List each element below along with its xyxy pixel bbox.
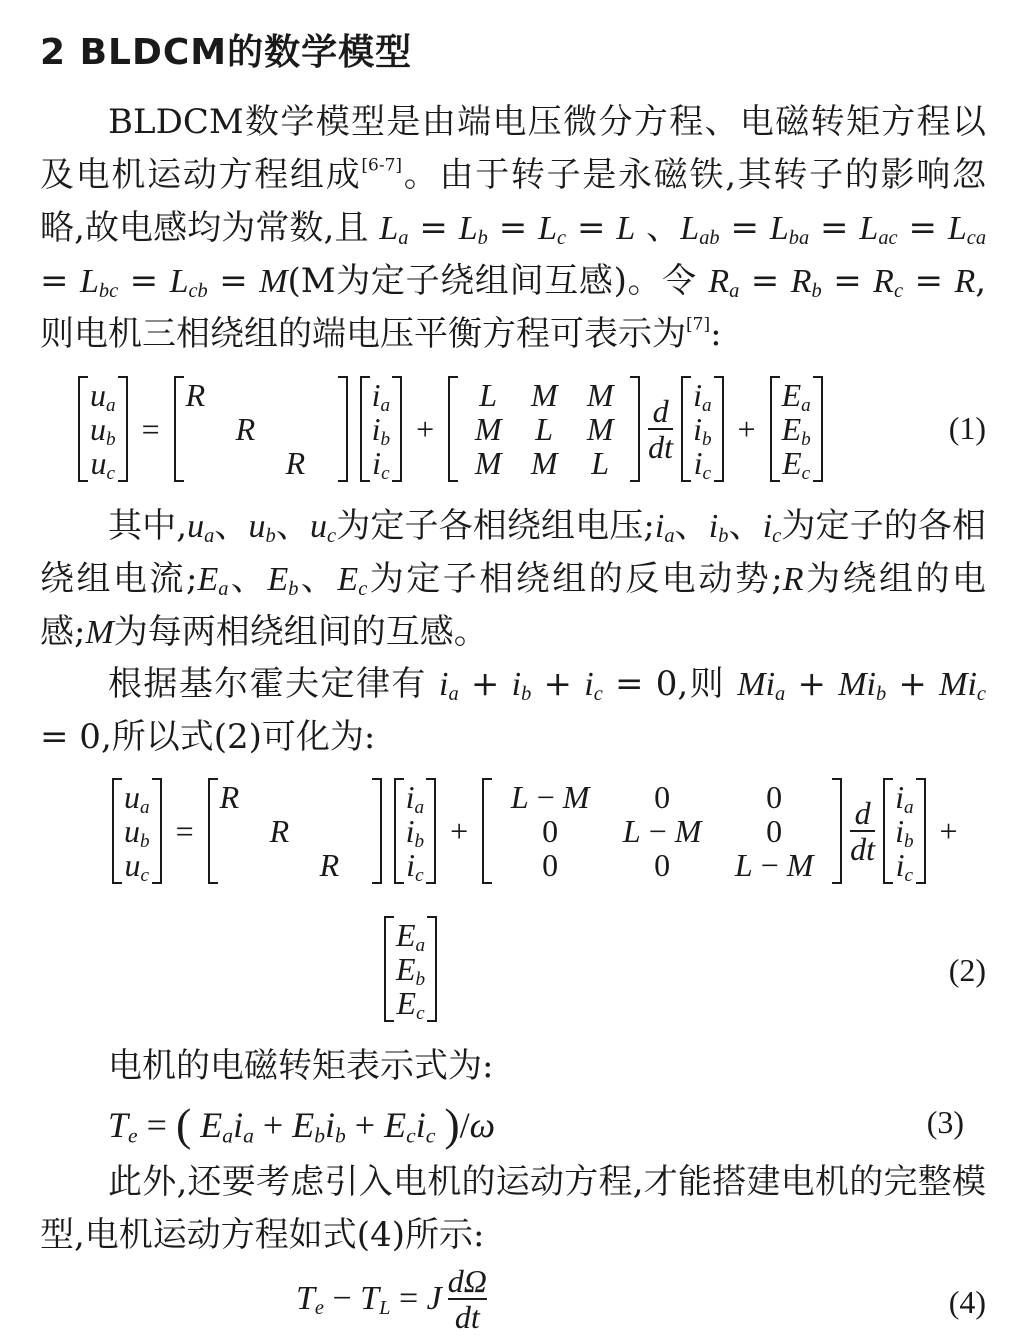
matrix-e: $E_a$ $E_b$ $E_c$ xyxy=(384,916,437,1022)
citation[interactable]: [6-7] xyxy=(361,155,403,176)
d-omega-dt: $\frac{d\Omega}{dt}$ xyxy=(447,1263,487,1335)
section-title: 2 BLDCM的数学模型 xyxy=(40,32,413,73)
text-span: ,则 xyxy=(677,664,726,704)
equation-2-emf xyxy=(378,908,443,1030)
paragraph-torque-intro: 电机的电磁转矩表示式为: xyxy=(108,1046,494,1086)
text-span: 其中, xyxy=(108,506,188,546)
equation-number: (2) xyxy=(948,952,986,988)
equation-4 xyxy=(40,1262,986,1338)
text-span: 为定子的各相绕组电流; xyxy=(40,506,987,599)
d-dt: $\frac{d}{dt}$ xyxy=(648,393,674,465)
text-span: 根据基尔霍夫定律有 xyxy=(108,664,427,704)
equation-3 xyxy=(40,1094,986,1150)
paper-page xyxy=(40,0,986,1338)
text-span: (M为定子绕组间互感)。令 xyxy=(287,261,697,301)
equation-number: (3) xyxy=(926,1104,964,1140)
matrix-i: $i_a$ $i_b$ $i_c$ xyxy=(360,376,402,482)
text-span: 为定子各相绕组电压; xyxy=(336,506,655,546)
matrix-i: $i_a$ $i_b$ $i_c$ xyxy=(394,778,436,884)
matrix-l: L M M M L M M M L xyxy=(448,376,640,482)
text-span: 。由于转子是永磁铁,其转子的影响忽略,故电感均为常数,且 xyxy=(40,155,986,248)
equation-4-body: $T_e - T_L = J$ $\frac{d\Omega}{dt}$ xyxy=(296,1263,487,1335)
equation-1 xyxy=(40,368,986,490)
text-span: 为定子相绕组的反电动势; xyxy=(367,559,783,599)
matrix-r: R R R xyxy=(174,376,348,482)
paragraph-definitions: 其中$,u_a$、$u_b$、$u_c$为定子各相绕组电压$;i_a$、$i_b$、$i_c$为定子的各相绕组电流$;E_a$、$E_b$、$E_c$为定子相绕组的反电动势;R为绕组的电感;M为每两相绕组间的互感。 xyxy=(40,506,987,652)
equation-number: (1) xyxy=(948,410,986,446)
matrix-u: $u_a$ $u_b$ $u_c$ xyxy=(112,778,162,884)
matrix-i: $i_a$ $i_b$ $i_c$ xyxy=(681,376,723,482)
paragraph-intro: BLDCM数学模型是由端电压微分方程、电磁转矩方程以及电机运动方程组成[6-7]。由于转子是永磁铁,其转子的影响忽略,故电感均为常数,且 $L_a = L_b = L_c = L$ 、$L_{ab} = L_{ba} = L_{ac} = L_{ca} = L_{bc} = L_{cb} = M(M$为定子绕组间互感)。令 $R_a = R_b = R_c = R$,则电机三相绕组的端电压平衡方程可表示为[7]: xyxy=(40,102,987,354)
text-span: ,所以式(2)可化为: xyxy=(100,717,376,757)
equation-1-body: $u_a$ $u_b$ $u_c$ = R R R $i_a$ $i_b$ $i_c$ + L M M M L M M M L $\frac{d}{dt}$ $i_a$ $i_b$ $i_c$ + $E_a$ $E_b$ $E_c$ xyxy=(72,368,829,490)
text-span: 为绕组的电感; xyxy=(40,559,986,652)
matrix-u: $u_a$ $u_b$ $u_c$ xyxy=(78,376,128,482)
paragraph-kirchhoff: 根据基尔霍夫定律有 $i_a + i_b + i_c = 0$,则 $Mi_a + Mi_b + Mi_c = 0$,所以式(2)可化为: xyxy=(40,664,986,757)
text-span: : xyxy=(710,314,722,354)
paragraph-motion-intro: 此外,还要考虑引入电机的运动方程,才能搭建电机的完整模型,电机运动方程如式(4)所示: xyxy=(40,1162,986,1255)
matrix-e: $E_a$ $E_b$ $E_c$ xyxy=(770,376,823,482)
equation-3-body: $T_e$ = ( $E_ai_a + E_bi_b + E_ci_c$ )/ω xyxy=(108,1099,496,1150)
text-span: BLDCM数学模型是由端电压微分方程、电磁转矩方程以及电机运动方程组成 xyxy=(40,102,986,195)
matrix-lm: L − M 0 0 0 L − M 0 0 0 L − M xyxy=(482,778,842,884)
text-span: ,则电机三相绕组的端电压平衡方程可表示为 xyxy=(40,261,987,354)
matrix-r: R R R xyxy=(208,778,382,884)
equation-2 xyxy=(40,770,986,1032)
text-span: 为每两相绕组间的互感。 xyxy=(113,612,488,652)
matrix-i: $i_a$ $i_b$ $i_c$ xyxy=(883,778,925,884)
equation-2-body: $u_a$ $u_b$ $u_c$ = R R R $i_a$ $i_b$ $i_c$ + L − M 0 0 0 L − M 0 0 0 L − M $\frac{d}{dt}$ $i_a$ $i_b$ $i_c$ + xyxy=(106,770,966,892)
citation[interactable]: [7] xyxy=(686,314,711,335)
equation-number: (4) xyxy=(948,1284,986,1320)
d-dt: $\frac{d}{dt}$ xyxy=(850,795,876,867)
